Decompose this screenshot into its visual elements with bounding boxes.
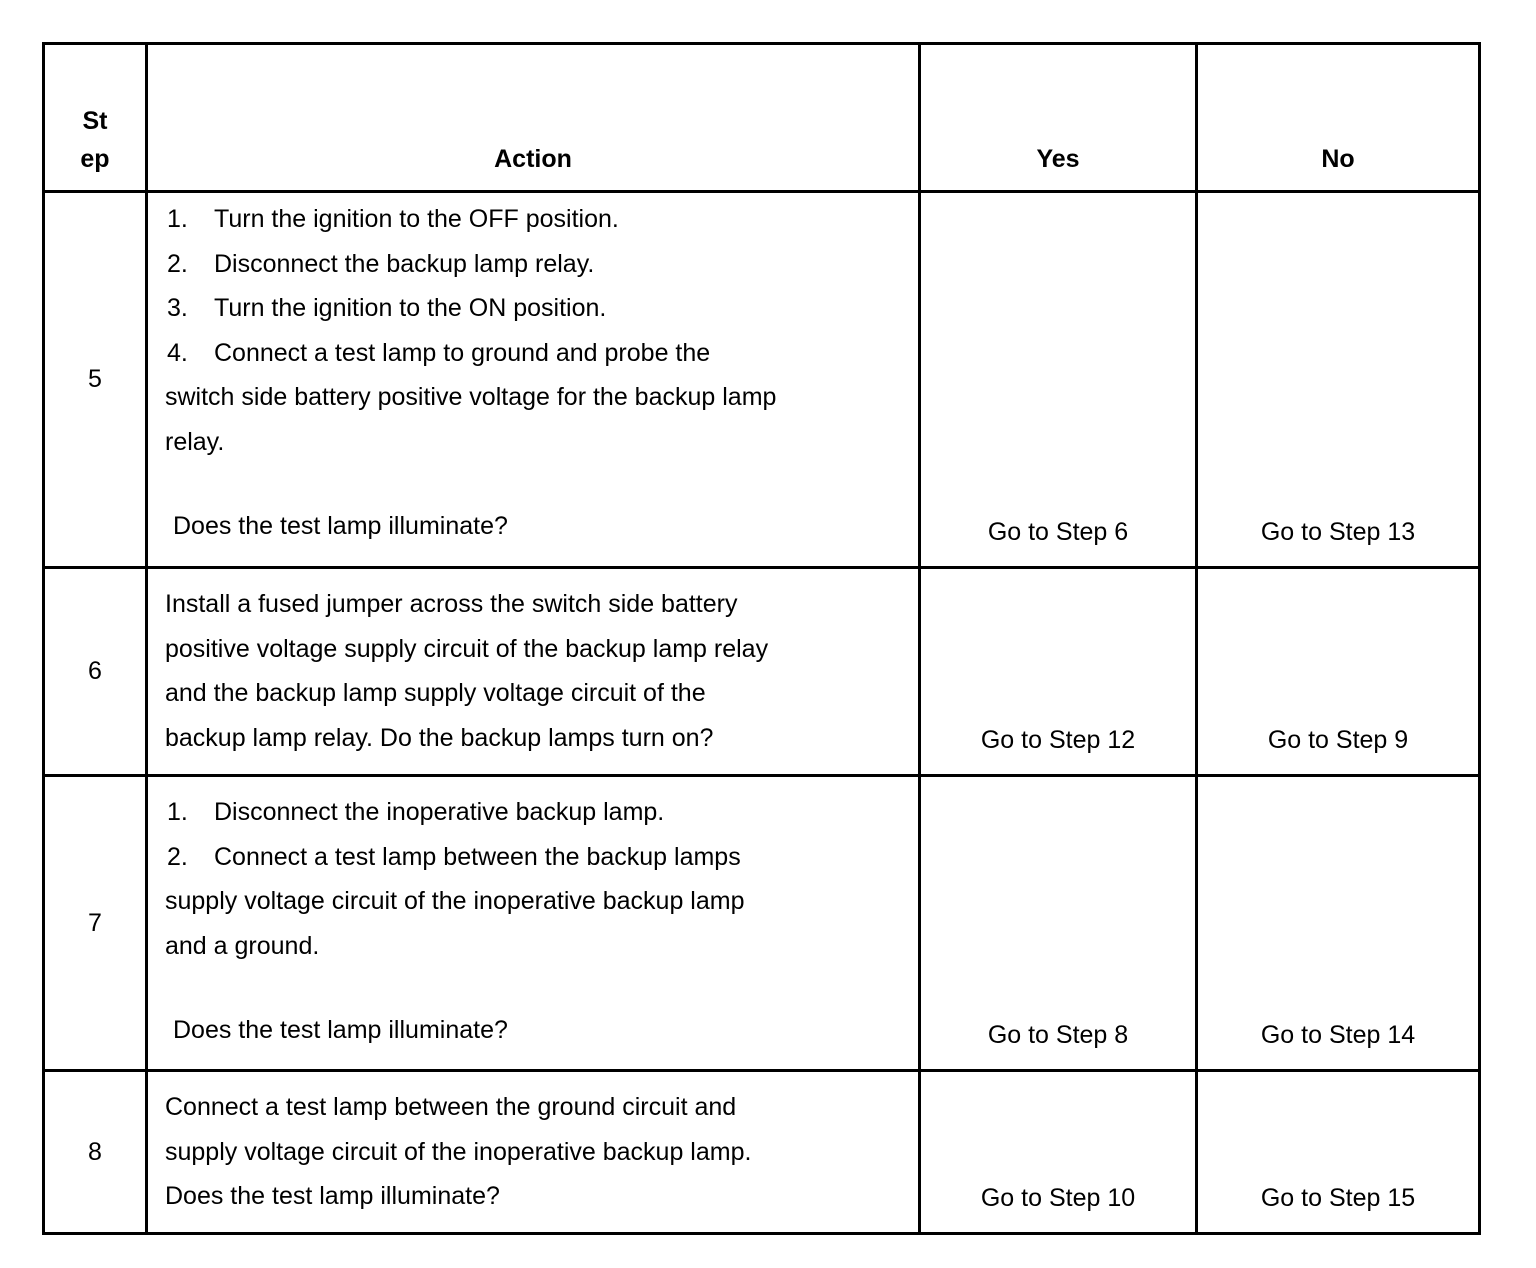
action-step-item: 3. Turn the ignition to the ON position.	[167, 294, 607, 322]
column-header-step-line2: ep	[80, 145, 110, 173]
action-text-line: switch side battery positive voltage for the backup lamp	[165, 383, 777, 411]
no-result: Go to Step 14	[1197, 776, 1480, 1071]
action-question: Does the test lamp illuminate?	[173, 1016, 508, 1044]
no-result: Go to Step 9	[1197, 568, 1480, 776]
step-number: 6	[44, 568, 147, 776]
action-text-line: backup lamp relay. Do the backup lamps turn on?	[165, 723, 714, 752]
action-question: Does the test lamp illuminate?	[173, 512, 508, 540]
column-header-action: Action	[147, 44, 920, 192]
yes-result: Go to Step 8	[920, 776, 1197, 1071]
action-text-line: Install a fused jumper across the switch side battery	[165, 590, 738, 618]
action-text-line: and a ground.	[165, 931, 320, 960]
column-header-no: No	[1197, 44, 1480, 192]
action-text-line: and the backup lamp supply voltage circuit of the	[165, 679, 706, 707]
action-step-item: 1. Disconnect the inoperative backup lamp.	[167, 798, 665, 826]
action-cell	[147, 776, 920, 1071]
action-text-line: supply voltage circuit of the inoperative backup lamp	[165, 887, 745, 915]
column-header-step	[44, 44, 147, 192]
step-number: 5	[44, 192, 147, 568]
header-row	[44, 44, 1480, 192]
table-row-step-8	[44, 1071, 1480, 1234]
step-number: 8	[44, 1071, 147, 1234]
action-text-line: Connect a test lamp between the ground circuit and	[165, 1093, 737, 1121]
step-number: 7	[44, 776, 147, 1071]
table-row-step-5	[44, 192, 1480, 568]
action-step-item: 2. Disconnect the backup lamp relay.	[167, 249, 595, 278]
action-text-line: positive voltage supply circuit of the backup lamp relay	[165, 634, 769, 663]
action-text-line: supply voltage circuit of the inoperative backup lamp.	[165, 1137, 752, 1166]
action-text-line: relay.	[165, 427, 225, 456]
action-cell	[147, 192, 920, 568]
action-step-item: 2. Connect a test lamp between the backup lamps	[167, 842, 741, 871]
action-step-item: 4. Connect a test lamp to ground and probe the	[167, 338, 711, 367]
yes-result: Go to Step 6	[920, 192, 1197, 568]
action-cell	[147, 568, 920, 776]
table-row-step-6	[44, 568, 1480, 776]
diagnostic-table	[42, 42, 1481, 1235]
column-header-yes: Yes	[920, 44, 1197, 192]
no-result: Go to Step 15	[1197, 1071, 1480, 1234]
yes-result: Go to Step 10	[920, 1071, 1197, 1234]
no-result: Go to Step 13	[1197, 192, 1480, 568]
action-cell	[147, 1071, 920, 1234]
action-step-item: 1. Turn the ignition to the OFF position.	[167, 205, 619, 233]
yes-result: Go to Step 12	[920, 568, 1197, 776]
table-row-step-7	[44, 776, 1480, 1071]
action-text-line: Does the test lamp illuminate?	[165, 1182, 500, 1210]
column-header-step-line1: St	[82, 107, 108, 135]
